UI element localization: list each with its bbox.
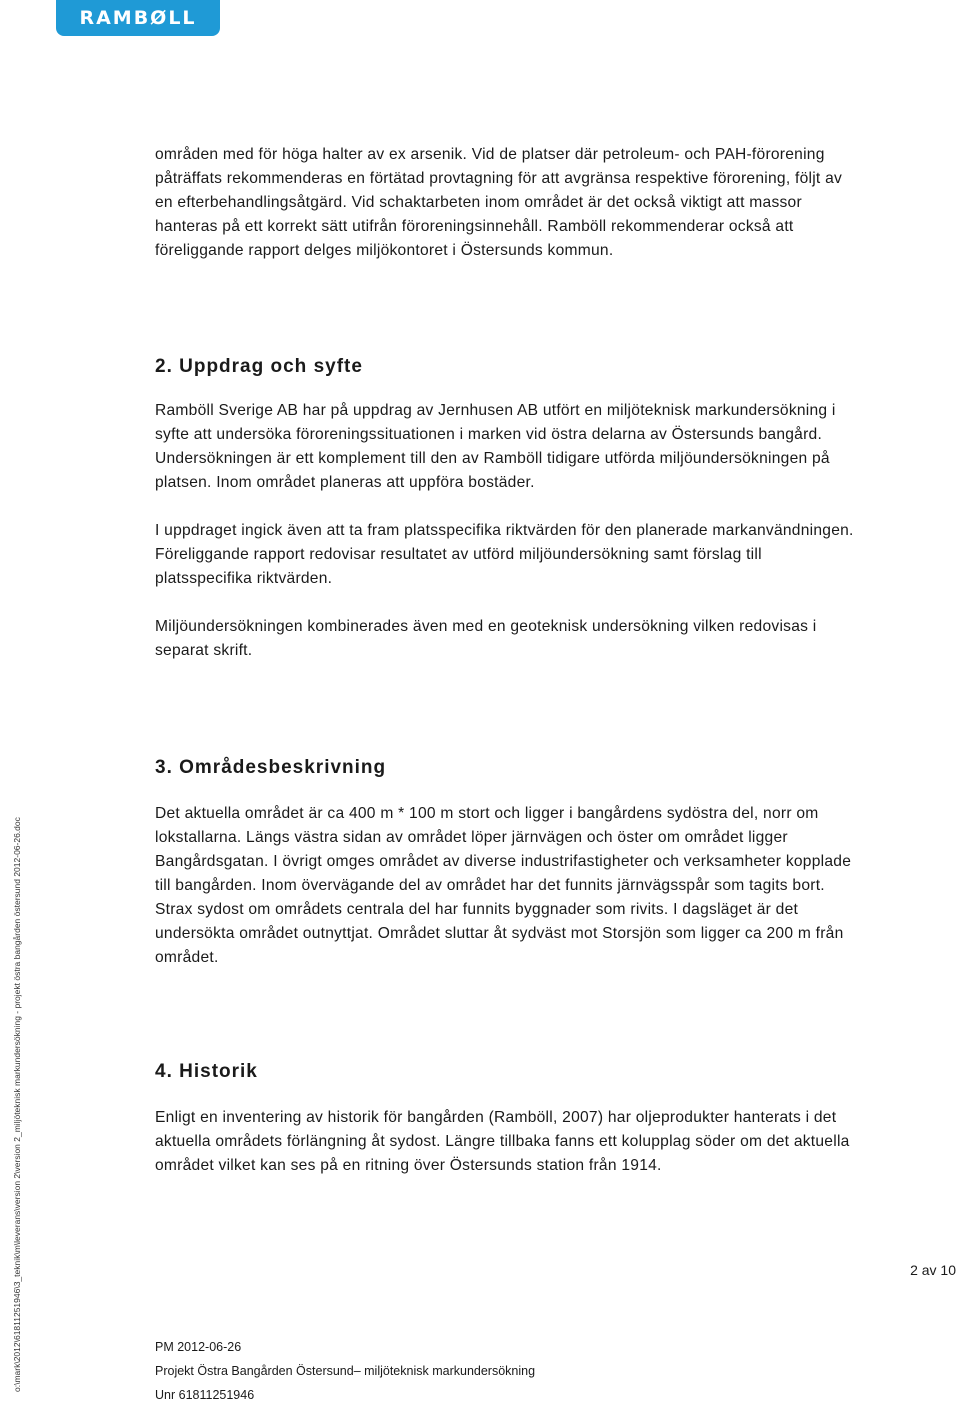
section-4-paragraph-1: Enligt en inventering av historik för bangården (Ramböll, 2007) har oljeprodukter hanterats i det aktuella områdets förlängning åt sydost. Längre tillbaka fanns ett kolupplag söder om det aktuella området vilket kan ses på en ritning över Östersunds station från 1914. [155, 1109, 850, 1174]
footer-date: PM 2012-06-26 [155, 1340, 242, 1354]
section-3-heading: 3. Områdesbeskrivning [155, 757, 387, 778]
file-path: o:\mark\2012\61811251946\3_teknik\m\leverans\version 2\version 2_miljöteknisk markundersökning - projekt östra bangården östersund 2012-06-26.doc [12, 817, 22, 1392]
logo-text: RAMBØLL [79, 7, 197, 29]
section-2-paragraph-3: Miljöundersökningen kombinerades även med en geoteknisk undersökning vilken redovisas i separat skrift. [155, 618, 817, 659]
section-omradesbeskrivning [155, 756, 855, 970]
section-uppdrag [155, 355, 855, 663]
page-number: 2 av 10 [910, 1262, 956, 1278]
section-4-heading: 4. Historik [155, 1061, 258, 1082]
footer-project: Projekt Östra Bangården Östersund– miljöteknisk markundersökning [155, 1364, 536, 1378]
section-2-heading: 2. Uppdrag och syfte [155, 356, 363, 377]
section-2-paragraph-2: I uppdraget ingick även att ta fram platsspecifika riktvärden för den planerade markanvändningen. Föreliggande rapport redovisar resultatet av utförd miljöundersökning samt förslag till platsspecifika riktvärden. [155, 522, 854, 587]
intro-section [155, 143, 855, 263]
footer-unr: Unr 61811251946 [155, 1388, 255, 1402]
section-historik [155, 1060, 855, 1178]
section-3-paragraph-1: Det aktuella området är ca 400 m * 100 m stort och ligger i bangårdens sydöstra del, norr om lokstallarna. Längs västra sidan av området löper järnvägen och öster om området ligger Bangårdsgatan. I övrigt omges området av diverse industrifastigheter och verksamheter kopplade till bangården. Inom övervägande del av området har det funnits järnvägsspår som tagits bort. Strax sydost om områdets centrala del har funnits byggnader som rivits. I dagsläget är det undersökta området outnyttjat. Området sluttar åt sydväst mot Storsjön som ligger ca 200 m från området. [155, 805, 852, 966]
intro-paragraph: områden med för höga halter av ex arsenik. Vid de platser där petroleum- och PAH-förorening påträffats rekommenderas en förtätad provtagning för att avgränsa respektive förorening, följt av en efterbehandlingsåtgärd. Vid schaktarbeten inom området är det också viktigt att massor hanteras på ett korrekt sätt utifrån föroreningsinnehåll. Ramböll rekommenderar också att föreliggande rapport delges miljökontoret i Östersunds kommun. [155, 146, 843, 259]
section-2-paragraph-1: Ramböll Sverige AB har på uppdrag av Jernhusen AB utfört en miljöteknisk markundersökning i syfte att undersöka föroreningssituationen i marken vid östra delarna av Östersunds bangård. Undersökningen är ett komplement till den av Ramböll tidigare utförda miljöundersökningen på platsen. Inom området planeras att uppföra bostäder. [155, 402, 836, 491]
ramboll-logo [56, 0, 220, 36]
